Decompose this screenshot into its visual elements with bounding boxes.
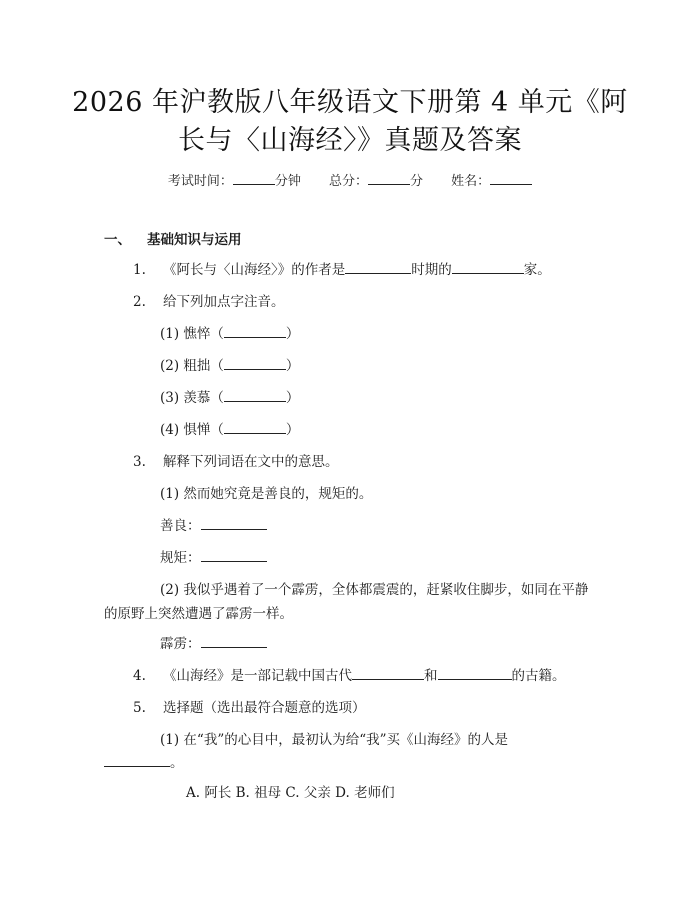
page-title-line-1: 2026 年沪教版八年级语文下册第 4 单元《阿 xyxy=(72,87,628,118)
name-blank xyxy=(490,170,532,185)
answer-blank xyxy=(224,387,286,402)
time-blank xyxy=(233,170,275,185)
answer-blank xyxy=(224,355,286,370)
exam-time: 考试时间： 分钟 xyxy=(168,174,301,189)
answer-blank xyxy=(104,752,170,767)
question-3-guiju: 规矩： xyxy=(160,547,267,569)
answer-blank xyxy=(201,515,267,530)
question-3: 3. 解释下列词语在文中的意思。 xyxy=(133,454,339,470)
question-5-sub-1-blank-line: 。 xyxy=(104,752,184,774)
answer-blank xyxy=(452,259,524,274)
question-2-item-4: (4) 惧惮（ ） xyxy=(160,419,299,441)
question-3-pili: 霹雳： xyxy=(160,633,267,655)
exam-score: 总分： 分 xyxy=(329,174,423,189)
question-2-item-1: (1) 憔悴（ ） xyxy=(160,323,299,345)
question-5: 5. 选择题（选出最符合题意的选项） xyxy=(133,700,366,716)
answer-blank xyxy=(345,259,411,274)
answer-blank xyxy=(201,633,267,648)
question-3-shanliang: 善良： xyxy=(160,515,267,537)
question-5-options: A. 阿长 B. 祖母 C. 父亲 D. 老师们 xyxy=(186,785,395,801)
question-3-sub-1: (1) 然而她究竟是善良的，规矩的。 xyxy=(160,486,373,502)
exam-meta xyxy=(0,170,700,189)
answer-blank xyxy=(224,323,286,338)
question-5-sub-1: (1) 在“我”的心目中，最初认为给“我”买《山海经》的人是 xyxy=(160,732,509,748)
answer-blank xyxy=(224,419,286,434)
question-3-sub-2-line-1: (2) 我似乎遇着了一个霹雳，全体都震震的，赶紧收住脚步，如同在平静 xyxy=(160,582,589,598)
answer-blank xyxy=(201,547,267,562)
question-2-item-2: (2) 粗拙（ ） xyxy=(160,355,299,377)
score-blank xyxy=(368,170,410,185)
question-2-item-3: (3) 羡慕（ ） xyxy=(160,387,299,409)
section-heading: 一、 基础知识与运用 xyxy=(104,232,242,248)
question-3-sub-2-line-2: 的原野上突然遭遇了霹雳一样。 xyxy=(104,606,293,622)
page-title-line-2: 长与〈山海经〉》真题及答案 xyxy=(178,125,522,156)
exam-name: 姓名： xyxy=(451,174,532,189)
question-4: 4. 《山海经》是一部记载中国古代 和 的古籍。 xyxy=(133,665,566,687)
answer-blank xyxy=(438,665,512,680)
answer-blank xyxy=(352,665,424,680)
question-2: 2. 给下列加点字注音。 xyxy=(133,294,285,310)
question-1: 1. 《阿长与〈山海经〉》的作者是 时期的 家。 xyxy=(133,259,551,281)
